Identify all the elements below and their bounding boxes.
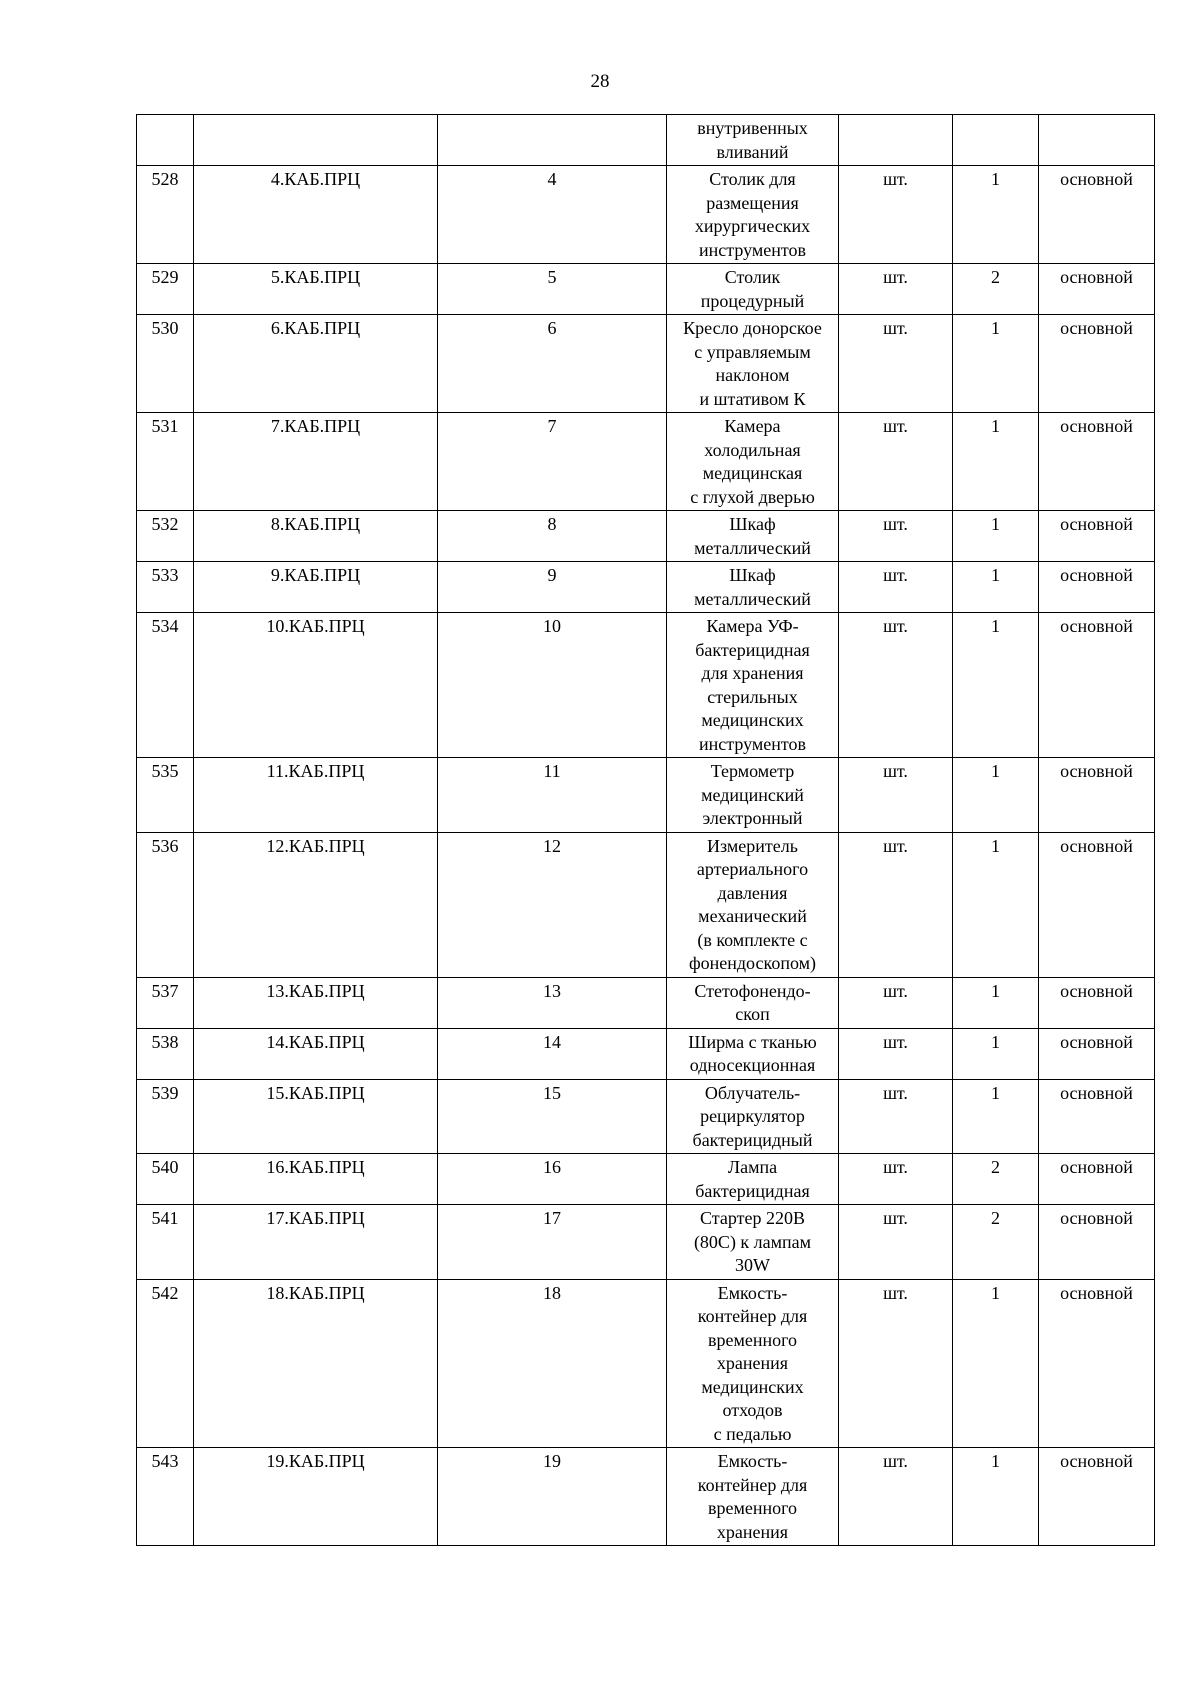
equipment-type-cell: основной [1039,413,1155,511]
row-number-cell: 531 [137,413,194,511]
position-cell: 7 [438,413,667,511]
position-cell: 9 [438,562,667,613]
position-cell: 17 [438,1205,667,1280]
item-code-cell: 17.КАБ.ПРЦ [194,1205,438,1280]
row-number-cell: 538 [137,1028,194,1079]
equipment-table [136,114,1155,1546]
quantity-cell: 1 [953,758,1039,833]
row-number-cell: 529 [137,264,194,315]
table-row [137,1448,1155,1546]
item-code-cell: 9.КАБ.ПРЦ [194,562,438,613]
equipment-type-cell [1039,115,1155,166]
row-number-cell: 543 [137,1448,194,1546]
item-name-cell: Столик процедурный [667,264,839,315]
quantity-cell: 1 [953,562,1039,613]
equipment-type-cell: основной [1039,315,1155,413]
table-row [137,1079,1155,1154]
item-code-cell: 4.КАБ.ПРЦ [194,166,438,264]
unit-cell: шт. [839,315,953,413]
item-name-cell: Кресло донорское с управляемым наклоном и штативом К [667,315,839,413]
position-cell: 12 [438,832,667,977]
unit-cell: шт. [839,264,953,315]
unit-cell: шт. [839,166,953,264]
position-cell: 15 [438,1079,667,1154]
item-code-cell: 19.КАБ.ПРЦ [194,1448,438,1546]
unit-cell: шт. [839,758,953,833]
row-number-cell: 534 [137,613,194,758]
item-code-cell: 7.КАБ.ПРЦ [194,413,438,511]
equipment-type-cell: основной [1039,613,1155,758]
equipment-type-cell: основной [1039,1028,1155,1079]
item-name-cell: Измеритель артериального давления механический (в комплекте с фонендоскопом) [667,832,839,977]
table-row [137,1205,1155,1280]
position-cell: 8 [438,511,667,562]
quantity-cell: 2 [953,1205,1039,1280]
position-cell: 18 [438,1279,667,1448]
row-number-cell: 537 [137,977,194,1028]
table-row [137,413,1155,511]
quantity-cell: 1 [953,832,1039,977]
unit-cell: шт. [839,832,953,977]
unit-cell: шт. [839,1448,953,1546]
row-number-cell: 532 [137,511,194,562]
item-name-cell: Шкаф металлический [667,562,839,613]
quantity-cell: 1 [953,166,1039,264]
item-code-cell: 6.КАБ.ПРЦ [194,315,438,413]
position-cell: 19 [438,1448,667,1546]
row-number-cell: 540 [137,1154,194,1205]
equipment-type-cell: основной [1039,1279,1155,1448]
item-name-cell: внутривенных вливаний [667,115,839,166]
unit-cell: шт. [839,1205,953,1280]
equipment-type-cell: основной [1039,562,1155,613]
row-number-cell: 533 [137,562,194,613]
table-row [137,758,1155,833]
unit-cell: шт. [839,1028,953,1079]
table-row [137,115,1155,166]
item-code-cell: 18.КАБ.ПРЦ [194,1279,438,1448]
item-code-cell: 8.КАБ.ПРЦ [194,511,438,562]
unit-cell: шт. [839,511,953,562]
unit-cell [839,115,953,166]
position-cell: 13 [438,977,667,1028]
equipment-type-cell: основной [1039,166,1155,264]
row-number-cell: 535 [137,758,194,833]
unit-cell: шт. [839,413,953,511]
item-name-cell: Шкаф металлический [667,511,839,562]
row-number-cell: 542 [137,1279,194,1448]
equipment-type-cell: основной [1039,977,1155,1028]
quantity-cell: 2 [953,1154,1039,1205]
equipment-type-cell: основной [1039,1448,1155,1546]
equipment-type-cell: основной [1039,1079,1155,1154]
item-name-cell: Облучатель- рециркулятор бактерицидный [667,1079,839,1154]
item-name-cell: Емкость- контейнер для временного хранения [667,1448,839,1546]
quantity-cell [953,115,1039,166]
item-code-cell: 10.КАБ.ПРЦ [194,613,438,758]
table-body [137,115,1155,1546]
item-code-cell: 15.КАБ.ПРЦ [194,1079,438,1154]
unit-cell: шт. [839,1154,953,1205]
item-name-cell: Столик для размещения хирургических инструментов [667,166,839,264]
item-code-cell: 11.КАБ.ПРЦ [194,758,438,833]
position-cell: 14 [438,1028,667,1079]
item-name-cell: Камера холодильная медицинская с глухой дверью [667,413,839,511]
equipment-type-cell: основной [1039,1205,1155,1280]
equipment-type-cell: основной [1039,511,1155,562]
table-row [137,613,1155,758]
equipment-type-cell: основной [1039,264,1155,315]
position-cell: 11 [438,758,667,833]
position-cell: 16 [438,1154,667,1205]
table-row [137,832,1155,977]
equipment-type-cell: основной [1039,832,1155,977]
row-number-cell: 530 [137,315,194,413]
quantity-cell: 1 [953,413,1039,511]
unit-cell: шт. [839,1079,953,1154]
quantity-cell: 1 [953,1448,1039,1546]
row-number-cell: 536 [137,832,194,977]
equipment-type-cell: основной [1039,758,1155,833]
table-row [137,1279,1155,1448]
row-number-cell: 539 [137,1079,194,1154]
item-name-cell: Емкость- контейнер для временного хранения медицинских отходов с педалью [667,1279,839,1448]
table-row [137,315,1155,413]
item-code-cell: 5.КАБ.ПРЦ [194,264,438,315]
item-name-cell: Лампа бактерицидная [667,1154,839,1205]
row-number-cell: 541 [137,1205,194,1280]
item-name-cell: Термометр медицинский электронный [667,758,839,833]
table-row [137,977,1155,1028]
table-row [137,511,1155,562]
position-cell: 6 [438,315,667,413]
item-code-cell: 14.КАБ.ПРЦ [194,1028,438,1079]
equipment-type-cell: основной [1039,1154,1155,1205]
unit-cell: шт. [839,1279,953,1448]
quantity-cell: 1 [953,1279,1039,1448]
quantity-cell: 1 [953,315,1039,413]
quantity-cell: 2 [953,264,1039,315]
position-cell: 4 [438,166,667,264]
item-name-cell: Камера УФ- бактерицидная для хранения стерильных медицинских инструментов [667,613,839,758]
page-number: 28 [590,71,610,92]
quantity-cell: 1 [953,613,1039,758]
quantity-cell: 1 [953,511,1039,562]
item-code-cell [194,115,438,166]
item-code-cell: 13.КАБ.ПРЦ [194,977,438,1028]
unit-cell: шт. [839,562,953,613]
table-row [137,562,1155,613]
unit-cell: шт. [839,977,953,1028]
row-number-cell: 528 [137,166,194,264]
item-code-cell: 12.КАБ.ПРЦ [194,832,438,977]
table-row [137,264,1155,315]
quantity-cell: 1 [953,1079,1039,1154]
position-cell: 5 [438,264,667,315]
quantity-cell: 1 [953,977,1039,1028]
item-name-cell: Стетофонендо- скоп [667,977,839,1028]
row-number-cell [137,115,194,166]
quantity-cell: 1 [953,1028,1039,1079]
table-row [137,1028,1155,1079]
table-row [137,1154,1155,1205]
unit-cell: шт. [839,613,953,758]
item-name-cell: Стартер 220В (80С) к лампам 30W [667,1205,839,1280]
item-name-cell: Ширма с тканью односекционная [667,1028,839,1079]
position-cell [438,115,667,166]
item-code-cell: 16.КАБ.ПРЦ [194,1154,438,1205]
table-row [137,166,1155,264]
position-cell: 10 [438,613,667,758]
